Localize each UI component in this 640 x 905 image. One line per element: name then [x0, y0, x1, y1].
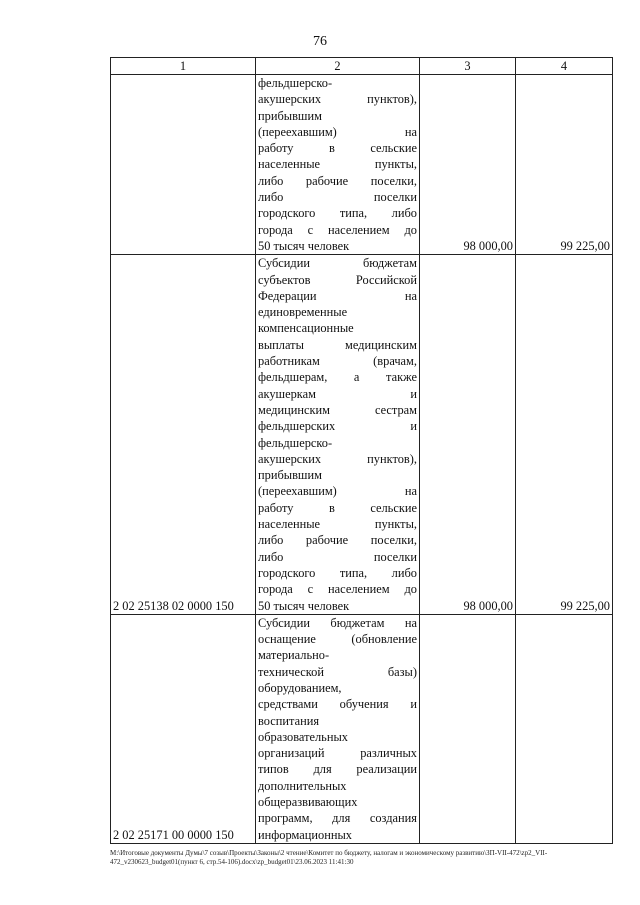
description-line: Федерации на — [258, 288, 417, 303]
table-row — [111, 75, 613, 255]
amount-2024-cell: 99 225,00 — [516, 75, 613, 255]
description-line: фельдшерских и — [258, 419, 417, 434]
budget-code-cell: 2 02 25138 02 0000 150 — [111, 255, 256, 615]
description-line: единовременные — [258, 305, 348, 320]
table-row — [111, 614, 613, 843]
description-line: выплаты медицинским — [258, 337, 417, 352]
description-line: информационных — [258, 827, 352, 842]
description-line: образовательных — [258, 729, 348, 744]
description-line: общеразвивающих — [258, 795, 358, 810]
description-line: фельдшерско- — [258, 435, 333, 450]
description-line: населенные пункты, — [258, 157, 417, 172]
budget-code-cell — [111, 75, 256, 255]
description-line: оборудованием, — [258, 680, 342, 695]
column-header-4: 4 — [516, 58, 613, 75]
description-line: акушеркам и — [258, 386, 417, 401]
description-line: 50 тысяч человек — [258, 598, 350, 613]
description-line: акушерских пунктов), — [258, 92, 417, 107]
description-line: Субсидии бюджетам — [258, 256, 417, 271]
description-line: (переехавшим) на — [258, 484, 417, 499]
description-line: работу в сельские — [258, 141, 417, 156]
page-number: 76 — [313, 34, 327, 49]
description-cell — [256, 255, 420, 615]
description-line: либо рабочие поселки, — [258, 173, 417, 188]
amount-2024-cell — [516, 614, 613, 843]
description-line: (переехавшим) на — [258, 124, 417, 139]
column-header-2: 2 — [256, 58, 420, 75]
column-header-1: 1 — [111, 58, 256, 75]
description-line: средствами обучения и — [258, 697, 417, 712]
description-line: либо поселки — [258, 190, 417, 205]
column-header-3: 3 — [420, 58, 516, 75]
amount-2024-cell: 99 225,00 — [516, 255, 613, 615]
description-line: технической базы) — [258, 664, 417, 679]
description-line: акушерских пунктов), — [258, 451, 417, 466]
footer-path-line: M:\Итоговые документы Думы\7 созыв\Проекты\Законы\2 чтение\Комитет по бюджету, налогам и экономическому развитию\ЗП-VII-472\zp2_VII- — [110, 849, 548, 857]
amount-2023-cell — [420, 614, 516, 843]
description-line: города с населением до — [258, 582, 417, 597]
description-line: организаций различных — [258, 746, 417, 761]
description-line: 50 тысяч человек — [258, 238, 350, 253]
description-line: Субсидии бюджетам на — [258, 615, 417, 630]
description-line: работникам (врачам, — [258, 354, 417, 369]
description-line: программ, для создания — [258, 811, 417, 826]
amount-2023-cell: 98 000,00 — [420, 75, 516, 255]
description-line: дополнительных — [258, 778, 347, 793]
footer-path-line: 472_v230623_budget01(пункт 6, стр.54-106).docx\zp_budget01\23.06.2023 11:41:30 — [110, 858, 354, 866]
description-line: прибывшим — [258, 108, 322, 123]
description-line: медицинским сестрам — [258, 402, 417, 417]
budget-table — [110, 57, 613, 844]
description-line: городского типа, либо — [258, 206, 417, 221]
description-line: города с населением до — [258, 222, 417, 237]
table-row — [111, 255, 613, 615]
description-line: городского типа, либо — [258, 565, 417, 580]
description-cell — [256, 75, 420, 255]
description-line: фельдшерско- — [258, 76, 333, 90]
description-line: работу в сельские — [258, 500, 417, 515]
description-cell — [256, 614, 420, 843]
description-line: воспитания — [258, 713, 320, 728]
description-line: материально- — [258, 648, 330, 663]
description-line: типов для реализации — [258, 762, 417, 777]
description-line: либо поселки — [258, 549, 417, 564]
description-line: фельдшерам, а также — [258, 370, 417, 385]
document-file-path-footer — [110, 849, 612, 867]
description-line: прибывшим — [258, 468, 322, 483]
budget-code-cell: 2 02 25171 00 0000 150 — [111, 614, 256, 843]
description-line: населенные пункты, — [258, 517, 417, 532]
description-line: компенсационные — [258, 321, 354, 336]
table-header-row — [111, 58, 613, 75]
description-line: оснащение (обновление — [258, 632, 417, 647]
description-line: субъектов Российской — [258, 272, 417, 287]
description-line: либо рабочие поселки, — [258, 533, 417, 548]
amount-2023-cell: 98 000,00 — [420, 255, 516, 615]
